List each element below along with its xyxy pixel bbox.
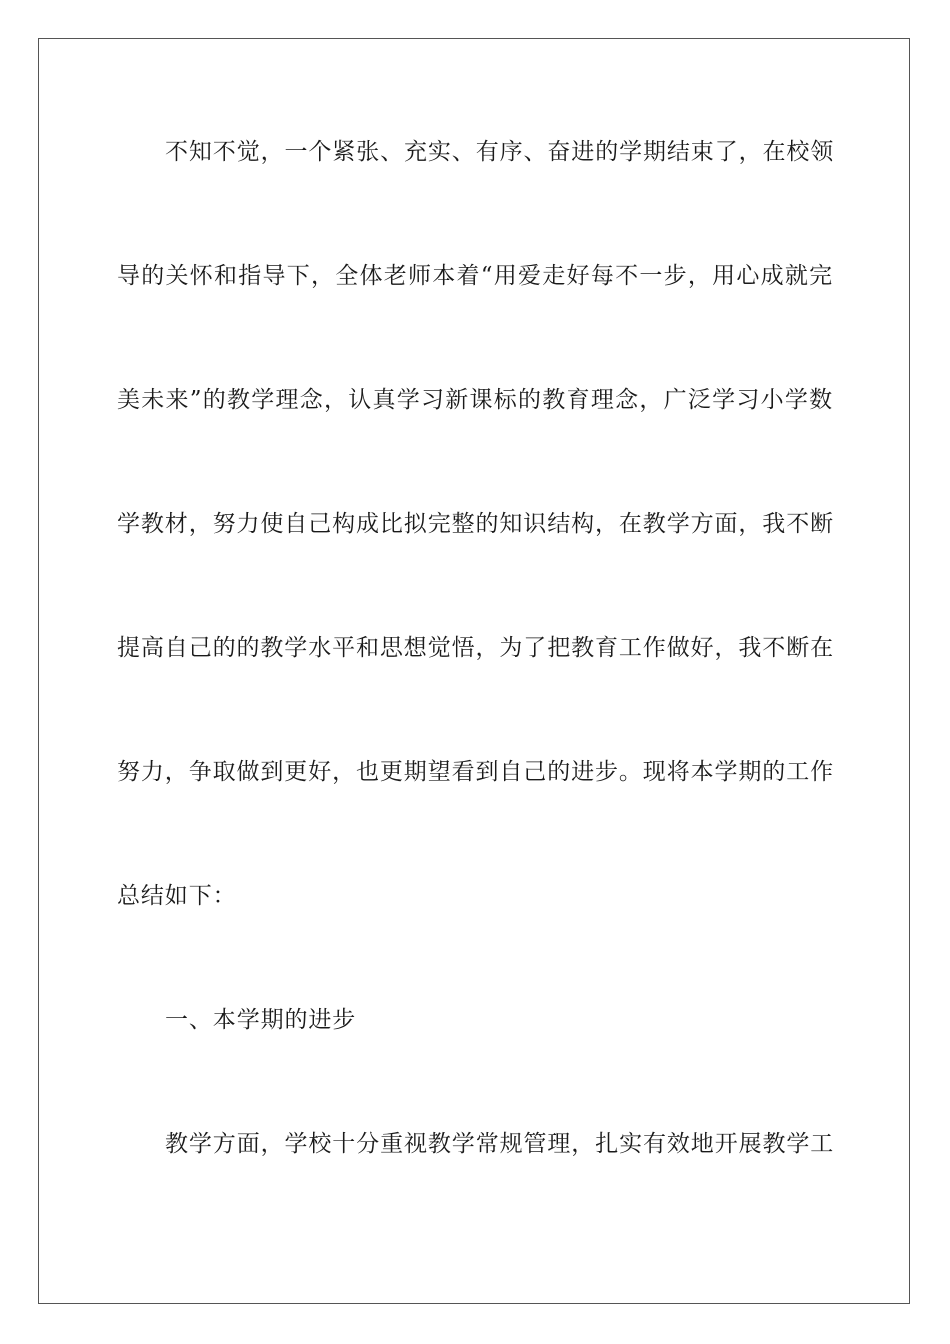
paragraph-1-line-1: 不知不觉，一个紧张、充实、有序、奋进的学期结束了，在校领 — [165, 139, 835, 165]
paragraph-1-line-5: 提高自己的的教学水平和思想觉悟，为了把教育工作做好，我不断在 — [117, 635, 834, 661]
paragraph-1-line-2: 导的关怀和指导下，全体老师本着“用爱走好每不一步，用心成就完 — [117, 263, 833, 289]
paragraph-1-line-6: 努力，争取做到更好，也更期望看到自己的进步。现将本学期的工作 — [117, 759, 834, 785]
section-heading: 一、本学期的进步 — [165, 1007, 357, 1033]
page-border — [38, 38, 910, 1304]
paragraph-1-line-7: 总结如下： — [117, 883, 237, 909]
paragraph-1-line-3: 美未来”的教学理念，认真学习新课标的教育理念，广泛学习小学数 — [117, 387, 833, 413]
paragraph-1-line-4: 学教材，努力使自己构成比拟完整的知识结构，在教学方面，我不断 — [117, 511, 834, 537]
paragraph-2-line-1: 教学方面，学校十分重视教学常规管理，扎实有效地开展教学工 — [165, 1131, 835, 1157]
